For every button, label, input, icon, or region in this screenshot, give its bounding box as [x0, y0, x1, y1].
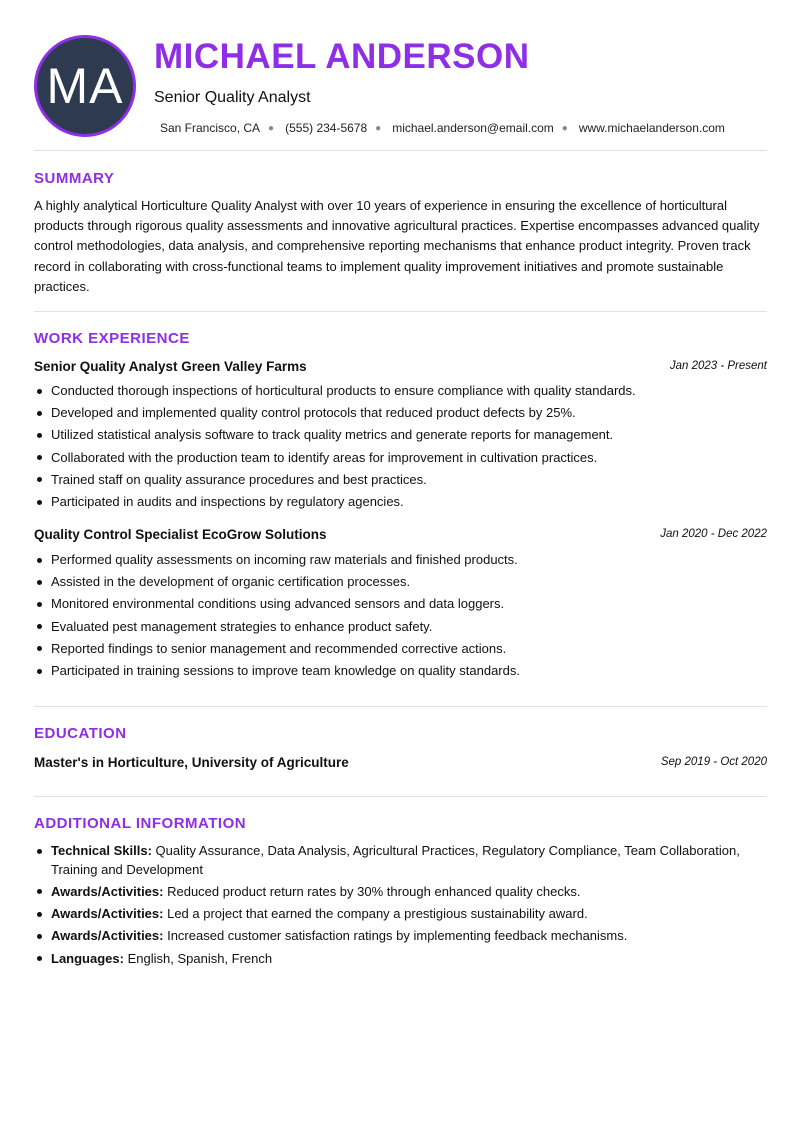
contact-location: San Francisco, CA	[160, 121, 261, 135]
job-header	[34, 357, 767, 375]
list-item: Collaborated with the production team to identify areas for improvement in cultivation practices.	[34, 447, 767, 469]
education-heading: EDUCATION	[34, 725, 127, 742]
list-item: Trained staff on quality assurance procedures and best practices.	[34, 469, 767, 491]
degree: Master's in Horticulture, University of Agriculture	[34, 754, 349, 770]
job-header	[34, 525, 767, 543]
job-dates: Jan 2020 - Dec 2022	[660, 528, 767, 540]
list-item: Participated in training sessions to improve team knowledge on quality standards.	[34, 660, 767, 682]
list-item: Utilized statistical analysis software to track quality metrics and generate reports for management.	[34, 424, 767, 446]
list-item	[34, 883, 767, 902]
additional-info-heading: ADDITIONAL INFORMATION	[34, 815, 247, 832]
item-label: Awards/Activities:	[51, 928, 164, 944]
candidate-name: MICHAEL ANDERSON	[154, 37, 530, 76]
list-item	[34, 950, 767, 969]
list-item: Developed and implemented quality control protocols that reduced product defects by 25%.	[34, 402, 767, 424]
contact-email[interactable]: michael.anderson@email.com	[392, 121, 554, 135]
job-dates: Jan 2023 - Present	[669, 360, 767, 372]
avatar-initials: MA	[46, 58, 124, 114]
separator-dot-icon: ●	[375, 122, 382, 134]
item-text: Reduced product return rates by 30% through enhanced quality checks.	[167, 883, 581, 899]
divider	[34, 311, 767, 312]
item-label: Languages:	[51, 950, 124, 966]
divider	[34, 150, 767, 151]
additional-info-list	[34, 842, 767, 972]
item-text: English, Spanish, French	[127, 950, 273, 966]
summary-heading: SUMMARY	[34, 170, 115, 187]
divider	[34, 796, 767, 797]
job-title: Senior Quality Analyst Green Valley Farms	[34, 358, 307, 374]
list-item: Monitored environmental conditions using advanced sensors and data loggers.	[34, 593, 767, 615]
item-text: Quality Assurance, Data Analysis, Agricultural Practices, Regulatory Compliance, Team Collaboration, Training and Development	[51, 843, 740, 877]
candidate-title: Senior Quality Analyst	[154, 89, 311, 106]
contact-bar	[160, 121, 725, 135]
summary-text: A highly analytical Horticulture Quality Analyst with over 10 years of experience in ensuring the excellence of horticultural products through rigorous quality assessments and innovative agricultural practices. Expertise encompasses advanced quality control methodologies, data analysis, and comprehensive reporting mechanisms that enhance product integrity. Proven track record in collaborating with cross-functional teams to implement quality improvement initiatives and promote sustainable practices.	[34, 198, 760, 294]
list-item	[34, 842, 767, 879]
contact-website[interactable]: www.michaelanderson.com	[578, 121, 725, 135]
list-item: Performed quality assessments on incoming raw materials and finished products.	[34, 549, 767, 571]
divider	[34, 706, 767, 707]
item-label: Awards/Activities:	[51, 906, 164, 922]
list-item	[34, 905, 767, 924]
contact-phone: (555) 234-5678	[285, 121, 368, 135]
separator-dot-icon: ●	[561, 122, 568, 134]
education-dates: Sep 2019 - Oct 2020	[660, 756, 767, 768]
list-item: Conducted thorough inspections of horticultural products to ensure compliance with quality standards.	[34, 380, 767, 402]
item-text: Led a project that earned the company a prestigious sustainability award.	[167, 906, 588, 922]
item-label: Technical Skills:	[51, 843, 152, 858]
separator-dot-icon: ●	[268, 122, 275, 134]
avatar	[34, 35, 136, 137]
list-item: Assisted in the development of organic certification processes.	[34, 571, 767, 593]
list-item: Participated in audits and inspections by regulatory agencies.	[34, 491, 767, 513]
job-bullet-list	[34, 549, 767, 682]
list-item	[34, 927, 767, 946]
job-title: Quality Control Specialist EcoGrow Solutions	[34, 526, 327, 542]
work-experience-heading: WORK EXPERIENCE	[34, 330, 190, 347]
item-text: Increased customer satisfaction ratings by implementing feedback mechanisms.	[167, 928, 628, 944]
job-bullet-list	[34, 380, 767, 513]
list-item: Reported findings to senior management and recommended corrective actions.	[34, 638, 767, 660]
education-entry	[34, 753, 767, 771]
list-item: Evaluated pest management strategies to enhance product safety.	[34, 616, 767, 638]
item-label: Awards/Activities:	[51, 883, 164, 899]
